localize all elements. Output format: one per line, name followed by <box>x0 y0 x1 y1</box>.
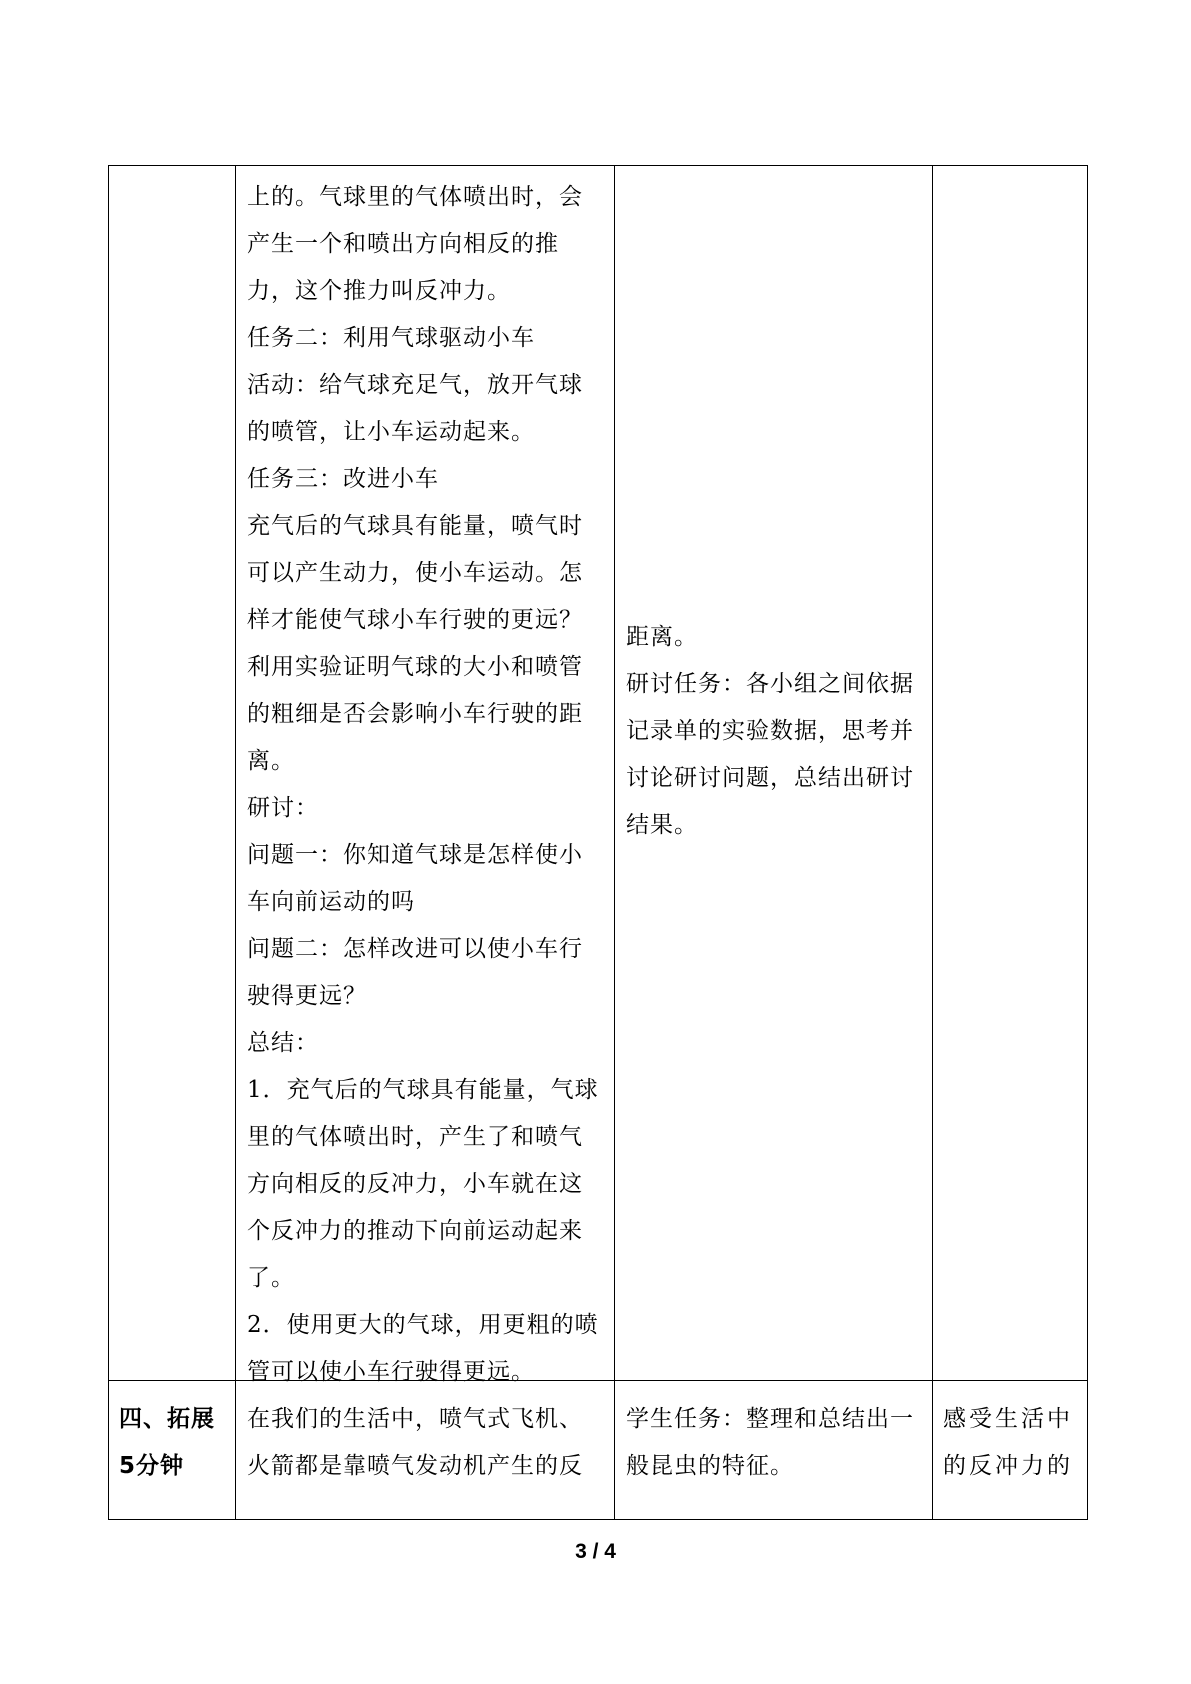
text-line: 任务二：利用气球驱动小车 <box>247 325 535 351</box>
text-line: 车向前运动的吗 <box>247 889 415 915</box>
column-divider <box>932 166 933 1519</box>
text-line: 讨论研讨问题，总结出研讨 <box>626 765 914 791</box>
text-line: 活动：给气球充足气，放开气球 <box>247 372 583 398</box>
column-divider <box>614 166 615 1519</box>
text-line: 2．使用更大的气球，用更粗的喷 <box>247 1312 599 1338</box>
text-line: 学生任务：整理和总结出一 <box>626 1406 914 1432</box>
text-line: 般昆虫的特征。 <box>626 1453 794 1479</box>
text-line: 的粗细是否会影响小车行驶的距 <box>247 701 583 727</box>
lesson-plan-table <box>108 165 1088 1520</box>
text-line: 距离。 <box>626 624 698 650</box>
text-line: 记录单的实验数据，思考并 <box>626 718 914 744</box>
text-line: 感受生活中 <box>943 1406 1073 1432</box>
text-line: 上的。气球里的气体喷出时，会 <box>247 184 583 210</box>
text-line: 的喷管，让小车运动起来。 <box>247 419 535 445</box>
text-line: 管可以使小车行驶得更远。 <box>247 1359 535 1385</box>
row2-activity-cell <box>247 1396 607 1490</box>
text-line: 的反冲力的 <box>943 1453 1073 1479</box>
text-line: 产生一个和喷出方向相反的推 <box>247 231 559 257</box>
text-line: 四、拓展 <box>119 1406 215 1432</box>
text-line: 离。 <box>247 748 295 774</box>
row1-student-cell <box>626 614 926 849</box>
text-line: 可以产生动力，使小车运动。怎 <box>247 560 583 586</box>
text-line: 力，这个推力叫反冲力。 <box>247 278 511 304</box>
text-line: 里的气体喷出时，产生了和喷气 <box>247 1124 583 1150</box>
text-line: 结果。 <box>626 812 698 838</box>
text-line: 问题二：怎样改进可以使小车行 <box>247 936 583 962</box>
text-line: 总结： <box>247 1030 319 1056</box>
text-line: 研讨： <box>247 795 319 821</box>
text-line: 任务三：改进小车 <box>247 466 439 492</box>
text-line: 样才能使气球小车行驶的更远？ <box>247 607 583 633</box>
text-line: 了。 <box>247 1265 295 1291</box>
text-line: 1．充气后的气球具有能量，气球 <box>247 1077 599 1103</box>
row2-student-cell <box>626 1396 926 1490</box>
text-line: 方向相反的反冲力，小车就在这 <box>247 1171 583 1197</box>
text-line: 研讨任务：各小组之间依据 <box>626 671 914 697</box>
text-line: 在我们的生活中，喷气式飞机、 <box>247 1406 583 1432</box>
column-divider <box>235 166 236 1519</box>
text-line: 5分钟 <box>119 1453 185 1479</box>
text-line: 驶得更远？ <box>247 983 367 1009</box>
text-line: 充气后的气球具有能量，喷气时 <box>247 513 583 539</box>
text-line: 利用实验证明气球的大小和喷管 <box>247 654 583 680</box>
text-line: 火箭都是靠喷气发动机产生的反 <box>247 1453 583 1479</box>
row1-activity-cell <box>247 174 607 1396</box>
text-line: 个反冲力的推动下向前运动起来 <box>247 1218 583 1244</box>
row2-purpose-cell <box>943 1396 1083 1490</box>
page-number: 3 / 4 <box>575 1540 616 1563</box>
text-line: 问题一：你知道气球是怎样使小 <box>247 842 583 868</box>
row2-stage-cell <box>119 1396 233 1490</box>
